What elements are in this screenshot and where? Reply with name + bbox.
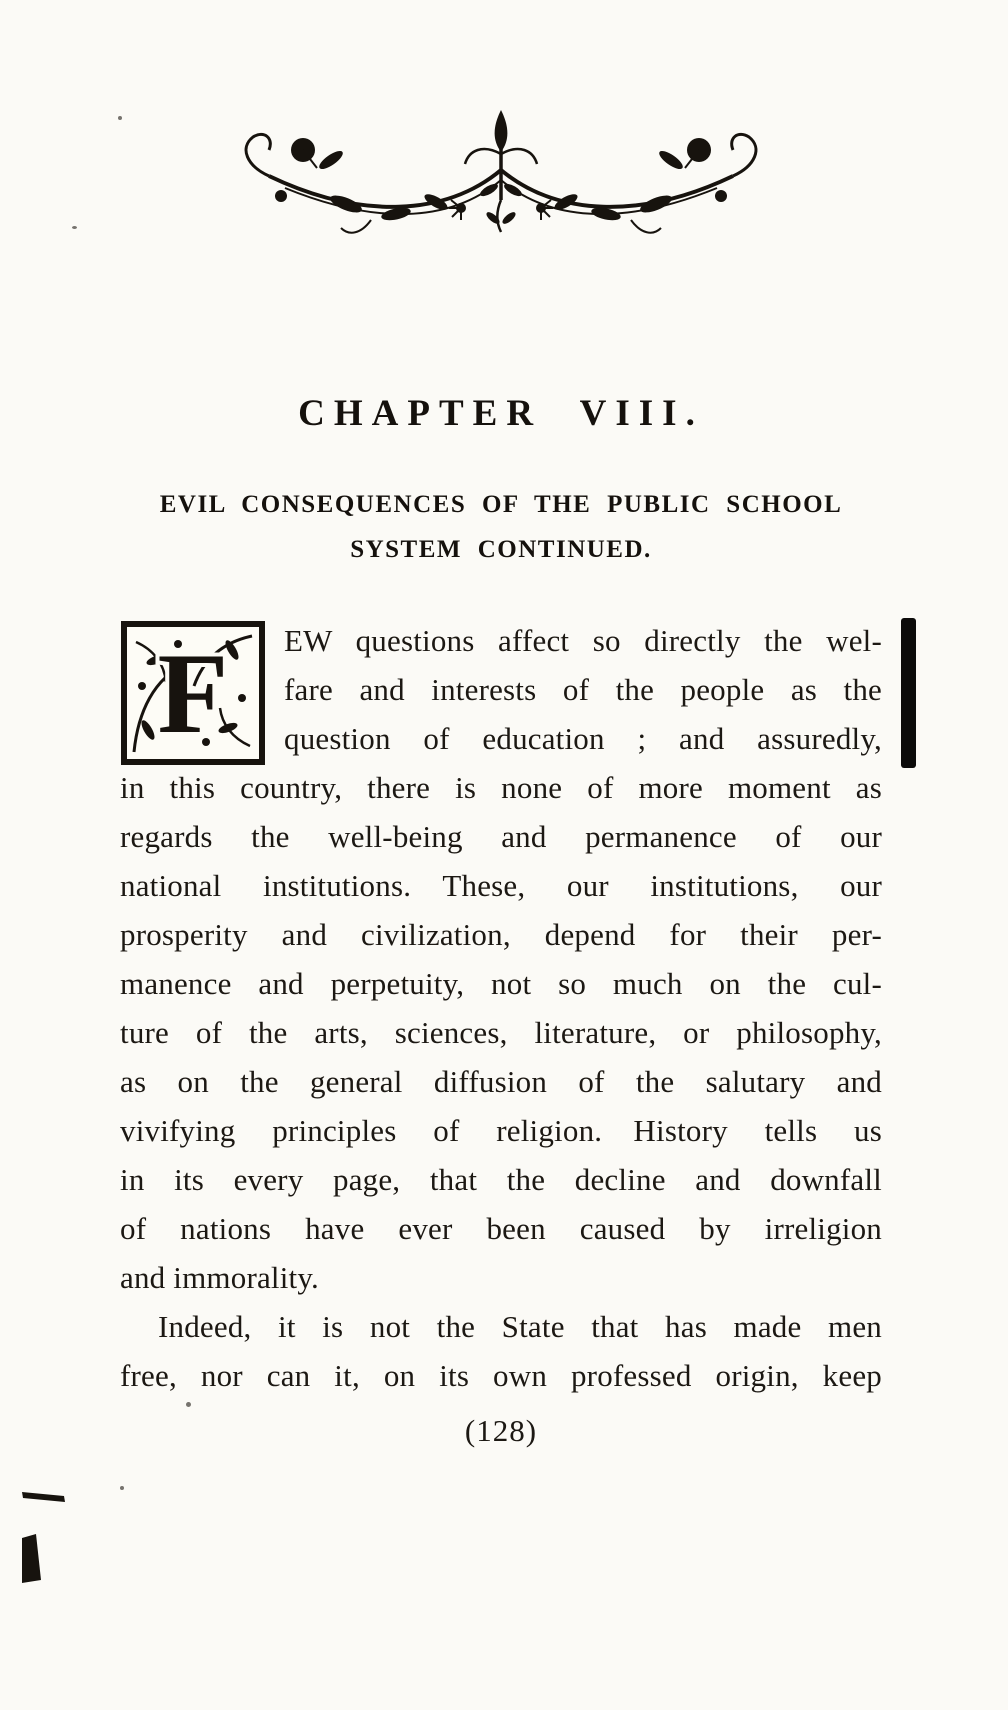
scan-speck bbox=[120, 1486, 124, 1490]
body-line: ture of the arts, sciences, literature, or philosophy, bbox=[120, 1015, 882, 1050]
body-line-paragraph-end: and immorality. bbox=[120, 1260, 320, 1295]
body-line: vivifying principles of religion. History tells us bbox=[120, 1113, 882, 1148]
scan-speck bbox=[118, 116, 122, 120]
body-line: fare and interests of the people as the bbox=[284, 672, 882, 707]
page-number: (128) bbox=[464, 1413, 538, 1448]
floral-headpiece-ornament-icon bbox=[211, 104, 791, 234]
scan-artifact-torn-corner-mark bbox=[20, 1486, 90, 1586]
body-line: prosperity and civilization, depend for their per- bbox=[120, 917, 882, 952]
body-line: manence and perpetuity, not so much on the cul- bbox=[120, 966, 882, 1001]
scan-speck bbox=[186, 1402, 191, 1407]
chapter-subtitle-line-2: SYSTEM CONTINUED. bbox=[350, 536, 652, 563]
body-line: in its every page, that the decline and downfall bbox=[120, 1162, 882, 1197]
scan-speck bbox=[72, 226, 77, 229]
body-line-paragraph-start: Indeed, it is not the State that has made men bbox=[158, 1309, 882, 1344]
drop-cap-letter: F bbox=[157, 630, 229, 758]
scan-artifact-right-edge-mark bbox=[901, 618, 916, 768]
body-line: national institutions. These, our institutions, our bbox=[120, 868, 882, 903]
body-line: question of education ; and assuredly, bbox=[284, 721, 882, 756]
body-text-block bbox=[120, 616, 882, 1400]
body-line: EW questions affect so directly the wel- bbox=[284, 623, 882, 658]
chapter-subtitle-line-1: EVIL CONSEQUENCES OF THE PUBLIC SCHOOL bbox=[159, 491, 843, 518]
chapter-title: CHAPTER VIII. bbox=[298, 393, 704, 434]
body-line: regards the well-being and permanence of our bbox=[120, 819, 882, 854]
body-line: in this country, there is none of more moment as bbox=[120, 770, 882, 805]
drop-cap-initial bbox=[120, 620, 266, 766]
body-line: of nations have ever been caused by irreligion bbox=[120, 1211, 882, 1246]
page-content-column bbox=[120, 0, 882, 1449]
body-line: as on the general diffusion of the salutary and bbox=[120, 1064, 882, 1099]
body-line: free, nor can it, on its own professed origin, keep bbox=[120, 1358, 882, 1393]
